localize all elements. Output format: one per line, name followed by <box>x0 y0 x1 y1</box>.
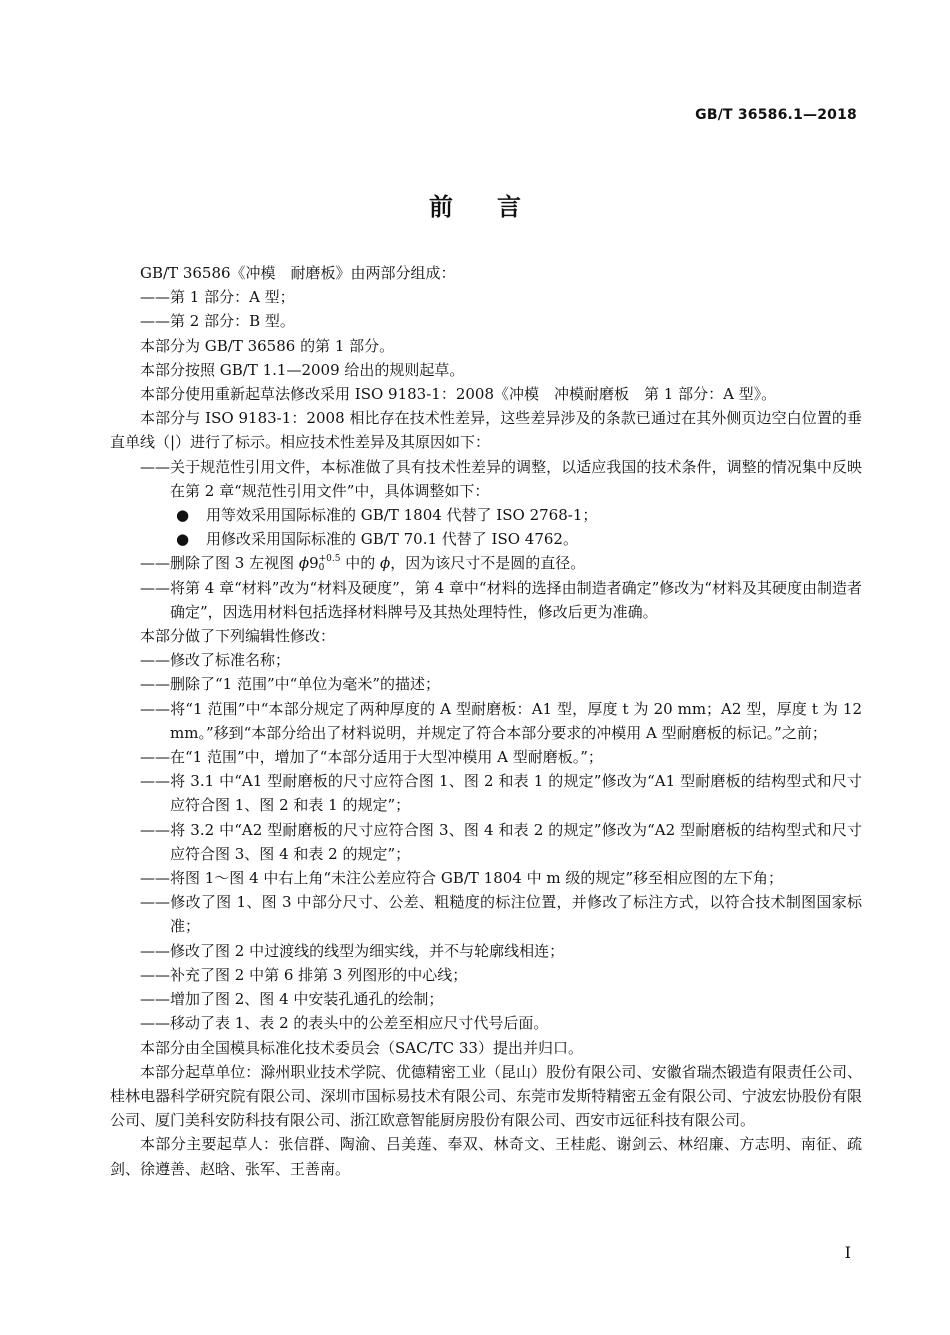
list-item <box>110 551 862 575</box>
list-item: ——移动了表 1、表 2 的表头中的公差至相应尺寸代号后面。 <box>140 1014 549 1033</box>
list-item: ——将第 4 章“材料”改为“材料及硬度”，第 4 章中“材料的选择由制造者确定”修改为“材料及其硬度由制造者确定”，因选用材料包括选择材料牌号及其热处理特性，修改后更为准确。 <box>140 578 862 621</box>
paragraph: 本部分使用重新起草法修改采用 ISO 9183-1：2008《冲模 冲模耐磨板 第 1 部分：A 型》。 <box>140 385 777 404</box>
list-item: ——将 3.1 中“A1 型耐磨板的尺寸应符合图 1、图 2 和表 1 的规定”修改为“A1 型耐磨板的结构型式和尺寸应符合图 1、图 2 和表 1 的规定”； <box>140 772 862 815</box>
list-item: ——修改了图 2 中过渡线的线型为细实线，并不与轮廓线相连； <box>140 941 565 960</box>
page-title: 前言 <box>429 193 565 221</box>
text-segment: ，因为该尺寸不是圆的直径。 <box>390 554 586 573</box>
paragraph: 本部分为 GB/T 36586 的第 1 部分。 <box>140 336 395 355</box>
dimension-value: 9 <box>309 554 319 573</box>
list-item: ——补充了图 2 中第 6 排第 3 列图形的中心线； <box>140 965 468 984</box>
diameter-symbol: ϕ <box>298 554 310 573</box>
tolerance-lower: 0 <box>318 563 325 574</box>
bullet-item <box>110 527 862 551</box>
text-segment: 中的 <box>340 554 381 573</box>
list-item: ——在“1 范围”中，增加了“本部分适用于大型冲模用 A 型耐磨板。”； <box>140 748 603 767</box>
list-item: ——增加了图 2、图 4 中安装孔通孔的绘制； <box>140 990 444 1009</box>
paragraph: 本部分起草单位：滁州职业技术学院、优德精密工业（昆山）股份有限公司、安徽省瑞杰锻造有限责任公司、桂林电器科学研究院有限公司、深圳市国标易技术有限公司、东莞市发斯特精密五金有限公司、宁波宏协股份有限公司、厦门美科安防科技有限公司、浙江欧意智能厨房股份有限公司、西安市远征科技有限公司。 <box>110 1062 862 1130</box>
list-item: ——第 1 部分：A 型； <box>140 288 295 307</box>
list-item: ——将图 1～图 4 中右上角“未注公差应符合 GB/T 1804 中 m 级的规定”移至相应图的左下角； <box>140 869 784 888</box>
bullet-icon: ● <box>176 506 190 525</box>
paragraph: 本部分由全国模具标准化技术委员会（SAC/TC 33）提出并归口。 <box>140 1038 583 1057</box>
bullet-text: 用修改采用国际标准的 GB/T 70.1 代替了 ISO 4762。 <box>206 530 578 549</box>
paragraph: 本部分与 ISO 9183-1：2008 相比存在技术性差异，这些差异涉及的条款已通过在其外侧页边空白位置的垂直单线（|）进行了标示。相应技术性差异及其原因如下： <box>110 409 862 452</box>
list-item: ——删除了“1 范围”中“单位为毫米”的描述； <box>140 675 440 694</box>
list-item: ——修改了图 1、图 3 中部分尺寸、公差、粗糙度的标注位置，并修改了标注方式，以符合技术制图国家标准； <box>140 893 862 936</box>
list-item: ——将 3.2 中“A2 型耐磨板的尺寸应符合图 3、图 4 和表 2 的规定”修改为“A2 型耐磨板的结构型式和尺寸应符合图 3、图 4 和表 2 的规定”； <box>140 820 862 863</box>
paragraph: 本部分做了下列编辑性修改： <box>140 627 336 646</box>
foreword-body <box>110 261 862 1181</box>
bullet-icon: ● <box>176 530 190 549</box>
page-number: I <box>844 1243 851 1262</box>
bullet-item <box>110 503 862 527</box>
paragraph: 本部分按照 GB/T 1.1—2009 给出的规则起草。 <box>140 360 465 379</box>
text-segment: ——删除了图 3 左视图 <box>140 554 299 573</box>
tolerance-upper: +0.5 <box>318 554 341 565</box>
paragraph: GB/T 36586《冲模 耐磨板》由两部分组成： <box>140 264 456 282</box>
tolerance <box>319 555 341 573</box>
list-item: ——将“1 范围”中“本部分规定了两种厚度的 A 型耐磨板：A1 型，厚度 t 为 20 mm；A2 型，厚度 t 为 12 mm。”移到“本部分给出了材料说明，并规定了符合本部分要求的冲模用 A 型耐磨板的标记。”之前； <box>140 699 862 742</box>
standard-code: GB/T 36586.1—2018 <box>695 107 857 123</box>
list-item: ——关于规范性引用文件，本标准做了具有技术性差异的调整，以适应我国的技术条件，调整的情况集中反映在第 2 章“规范性引用文件”中，具体调整如下： <box>140 457 862 500</box>
bullet-text: 用等效采用国际标准的 GB/T 1804 代替了 ISO 2768-1； <box>206 506 598 525</box>
paragraph: 本部分主要起草人：张信群、陶渝、吕美莲、奉双、林奇文、王桂彪、谢剑云、林绍廉、方志明、南征、疏剑、徐遵善、赵晗、张军、王善南。 <box>110 1135 862 1178</box>
diameter-symbol: ϕ <box>380 554 391 573</box>
list-item: ——第 2 部分：B 型。 <box>140 312 295 331</box>
list-item: ——修改了标准名称； <box>140 651 291 670</box>
